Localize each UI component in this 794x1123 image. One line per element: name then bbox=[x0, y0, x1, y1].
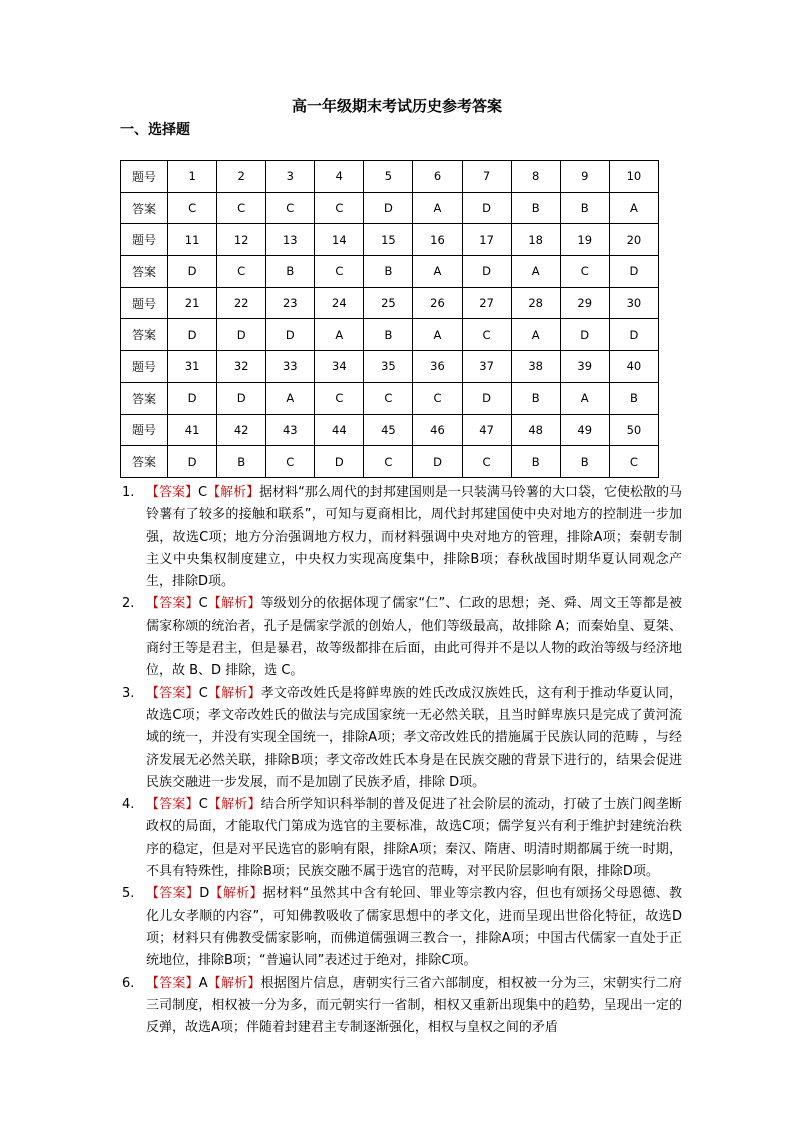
answer-cell: B bbox=[511, 446, 560, 478]
answer-cell: D bbox=[462, 256, 511, 288]
explanation-number: 2. bbox=[122, 596, 135, 612]
answer-cell: A bbox=[511, 319, 560, 351]
answer-cell: B bbox=[217, 446, 266, 478]
question-number-cell: 45 bbox=[364, 414, 413, 446]
answer-cell: B bbox=[609, 382, 658, 414]
question-number-cell: 16 bbox=[413, 224, 462, 256]
answer-cell: B bbox=[511, 192, 560, 224]
answer-cell: D bbox=[462, 382, 511, 414]
answer-cell: C bbox=[168, 192, 217, 224]
answer-tag: 【答案】 bbox=[146, 797, 199, 813]
row-label: 题号 bbox=[121, 351, 168, 383]
answer-row bbox=[121, 192, 659, 224]
answer-letter: C bbox=[198, 485, 208, 500]
answer-cell: C bbox=[266, 446, 315, 478]
question-number-cell: 43 bbox=[266, 414, 315, 446]
explanation-body bbox=[146, 794, 682, 883]
question-number-cell: 31 bbox=[168, 351, 217, 383]
answer-cell: B bbox=[364, 256, 413, 288]
answer-cell: D bbox=[168, 446, 217, 478]
question-number-cell: 37 bbox=[462, 351, 511, 383]
analysis-text: 等级划分的依据体现了儒家“仁”、仁政的思想；尧、舜、周文王等都是被儒家称颂的统治者，孔子是儒家学派的创始人，他们等级最高，故排除 A；而秦始皇、夏桀、商纣王等是君主，但是暴君，故等级都排在后面，由此可得并不是以人物的政治等级与经济地位，故 B、D 排除，选 C。 bbox=[146, 596, 682, 679]
section-title: 一、选择题 bbox=[120, 122, 190, 138]
question-number-cell: 44 bbox=[315, 414, 364, 446]
answer-cell: A bbox=[413, 192, 462, 224]
answer-cell: D bbox=[168, 319, 217, 351]
answer-cell: C bbox=[266, 192, 315, 224]
number-row bbox=[121, 161, 659, 193]
page-title: 高一年级期末考试历史参考答案 bbox=[291, 97, 502, 115]
answer-cell: C bbox=[315, 256, 364, 288]
answer-cell: D bbox=[462, 192, 511, 224]
analysis-text: 根据图片信息，唐朝实行三省六部制度，相权被一分为三，宋朝实行二府三司制度，相权被一分为多，而元朝实行一省制，相权又重新出现集中的趋势，呈现出一定的反弹，故选A项；伴随着封建君主专制逐渐强化，相权与皇权之间的矛盾 bbox=[146, 975, 682, 1036]
question-number-cell: 34 bbox=[315, 351, 364, 383]
answer-cell: D bbox=[413, 446, 462, 478]
question-number-cell: 17 bbox=[462, 224, 511, 256]
question-number-cell: 12 bbox=[217, 224, 266, 256]
explanation-item bbox=[122, 794, 682, 883]
answer-cell: C bbox=[364, 446, 413, 478]
question-number-cell: 42 bbox=[217, 414, 266, 446]
question-number-cell: 15 bbox=[364, 224, 413, 256]
answer-row bbox=[121, 256, 659, 288]
question-number-cell: 14 bbox=[315, 224, 364, 256]
answer-cell: C bbox=[462, 446, 511, 478]
question-number-cell: 22 bbox=[217, 287, 266, 319]
explanations bbox=[122, 482, 682, 1039]
question-number-cell: 6 bbox=[413, 161, 462, 193]
question-number-cell: 21 bbox=[168, 287, 217, 319]
row-label: 答案 bbox=[121, 446, 168, 478]
question-number-cell: 49 bbox=[560, 414, 609, 446]
question-number-cell: 8 bbox=[511, 161, 560, 193]
answer-cell: A bbox=[609, 192, 658, 224]
analysis-tag: 【解析】 bbox=[207, 485, 260, 500]
answer-cell: C bbox=[315, 192, 364, 224]
answer-cell: D bbox=[217, 319, 266, 351]
answer-cell: C bbox=[560, 256, 609, 288]
number-row bbox=[121, 414, 659, 446]
question-number-cell: 4 bbox=[315, 161, 364, 193]
question-number-cell: 32 bbox=[217, 351, 266, 383]
question-number-cell: 20 bbox=[609, 224, 658, 256]
answer-cell: C bbox=[413, 382, 462, 414]
analysis-text: 结合所学知识科举制的普及促进了社会阶层的流动，打破了士族门阀垄断政权的局面，才能取代门第成为选官的主要标准，故选C项；儒学复兴有利于维护封建统治秩序的稳定，但是对平民选官的影响有限，排除A项；秦汉、隋唐、明清时期都属于统一时期，不具有特殊性，排除B项；民族交融不属于选官的范畴，对平民阶层影响有限，排除D项。 bbox=[146, 797, 682, 880]
answer-row bbox=[121, 382, 659, 414]
answer-tag: 【答案】 bbox=[146, 596, 199, 612]
question-number-cell: 2 bbox=[217, 161, 266, 193]
analysis-text: 孝文帝改姓氏是将鲜卑族的姓氏改成汉族姓氏，这有利于推动华夏认同，故选C项；孝文帝改姓氏的做法与完成国家统一无必然关联，且当时鲜卑族只是完成了黄河流域的统一，并没有实现全国统一，排除A项；孝文帝改姓氏的措施属于民族认同的范畴 ，与经济发展无必然关联，排除B项；孝文帝改姓氏本身是在民族交融的背景下进行的，结果会促进民族交融进一步发展，而不是加剧了民族矛盾，排除 D项。 bbox=[146, 685, 682, 790]
answer-cell: B bbox=[266, 256, 315, 288]
question-number-cell: 38 bbox=[511, 351, 560, 383]
question-number-cell: 27 bbox=[462, 287, 511, 319]
question-number-cell: 24 bbox=[315, 287, 364, 319]
question-number-cell: 41 bbox=[168, 414, 217, 446]
answer-cell: C bbox=[364, 382, 413, 414]
explanation-item bbox=[122, 482, 682, 593]
question-number-cell: 40 bbox=[609, 351, 658, 383]
answer-row bbox=[121, 446, 659, 478]
question-number-cell: 47 bbox=[462, 414, 511, 446]
explanation-body bbox=[146, 883, 682, 972]
question-number-cell: 26 bbox=[413, 287, 462, 319]
question-number-cell: 39 bbox=[560, 351, 609, 383]
question-number-cell: 36 bbox=[413, 351, 462, 383]
answer-letter: C bbox=[198, 596, 208, 612]
answer-cell: C bbox=[609, 446, 658, 478]
answer-tag: 【答案】 bbox=[146, 975, 199, 991]
explanation-number: 6. bbox=[122, 975, 135, 991]
answer-letter: A bbox=[198, 975, 208, 991]
question-number-cell: 50 bbox=[609, 414, 658, 446]
answer-cell: D bbox=[168, 256, 217, 288]
explanation-number: 3. bbox=[122, 685, 135, 701]
question-number-cell: 29 bbox=[560, 287, 609, 319]
answer-cell: C bbox=[462, 319, 511, 351]
question-number-cell: 18 bbox=[511, 224, 560, 256]
analysis-tag: 【解析】 bbox=[207, 596, 261, 612]
row-label: 题号 bbox=[121, 161, 168, 193]
answer-cell: C bbox=[315, 382, 364, 414]
analysis-tag: 【解析】 bbox=[207, 975, 261, 991]
question-number-cell: 7 bbox=[462, 161, 511, 193]
answer-cell: D bbox=[609, 319, 658, 351]
analysis-tag: 【解析】 bbox=[207, 685, 261, 701]
answer-cell: A bbox=[266, 382, 315, 414]
explanation-number: 5. bbox=[122, 886, 135, 902]
answer-cell: D bbox=[217, 382, 266, 414]
number-row bbox=[121, 351, 659, 383]
explanation-body bbox=[146, 973, 682, 1040]
question-number-cell: 25 bbox=[364, 287, 413, 319]
question-number-cell: 23 bbox=[266, 287, 315, 319]
row-label: 答案 bbox=[121, 382, 168, 414]
row-label: 题号 bbox=[121, 287, 168, 319]
row-label: 答案 bbox=[121, 192, 168, 224]
row-label: 答案 bbox=[121, 319, 168, 351]
answer-letter: C bbox=[198, 797, 208, 813]
question-number-cell: 46 bbox=[413, 414, 462, 446]
answer-tag: 【答案】 bbox=[146, 685, 199, 701]
answer-cell: C bbox=[217, 192, 266, 224]
explanation-item bbox=[122, 683, 682, 794]
answer-cell: B bbox=[560, 192, 609, 224]
explanation-body bbox=[146, 482, 682, 593]
question-number-cell: 30 bbox=[609, 287, 658, 319]
answer-cell: B bbox=[560, 446, 609, 478]
explanation-item bbox=[122, 593, 682, 682]
explanation-item bbox=[122, 883, 682, 972]
answer-cell: D bbox=[315, 446, 364, 478]
analysis-tag: 【解析】 bbox=[209, 886, 263, 902]
answer-cell: A bbox=[413, 319, 462, 351]
explanation-number: 1. bbox=[122, 485, 135, 500]
answer-letter: C bbox=[198, 685, 208, 701]
answer-cell: B bbox=[511, 382, 560, 414]
question-number-cell: 1 bbox=[168, 161, 217, 193]
explanation-body bbox=[146, 683, 682, 794]
answer-cell: B bbox=[364, 319, 413, 351]
question-number-cell: 9 bbox=[560, 161, 609, 193]
row-label: 答案 bbox=[121, 256, 168, 288]
answer-cell: D bbox=[364, 192, 413, 224]
answer-cell: D bbox=[168, 382, 217, 414]
question-number-cell: 35 bbox=[364, 351, 413, 383]
answer-cell: D bbox=[266, 319, 315, 351]
explanation-body bbox=[146, 593, 682, 682]
question-number-cell: 48 bbox=[511, 414, 560, 446]
answer-cell: A bbox=[413, 256, 462, 288]
question-number-cell: 10 bbox=[609, 161, 658, 193]
answer-letter: D bbox=[199, 886, 210, 902]
explanation-item bbox=[122, 973, 682, 1040]
number-row bbox=[121, 224, 659, 256]
answer-row bbox=[121, 319, 659, 351]
answer-cell: D bbox=[560, 319, 609, 351]
row-label: 题号 bbox=[121, 224, 168, 256]
question-number-cell: 5 bbox=[364, 161, 413, 193]
answer-cell: A bbox=[511, 256, 560, 288]
analysis-text: 据材料“虽然其中含有轮回、罪业等宗教内容，但也有颂扬父母恩德、教化儿女孝顺的内容”，可知佛教吸收了儒家思想中的孝文化，进而呈现出世俗化特征，故选D项；材料只有佛教受儒家影响，而佛道儒强调三教合一，排除A项；中国古代儒家一直处于正统地位，排除B项；“普遍认同”表述过于绝对，排除C项。 bbox=[146, 886, 682, 969]
question-number-cell: 3 bbox=[266, 161, 315, 193]
answer-cell: A bbox=[560, 382, 609, 414]
question-number-cell: 33 bbox=[266, 351, 315, 383]
question-number-cell: 28 bbox=[511, 287, 560, 319]
number-row bbox=[121, 287, 659, 319]
analysis-tag: 【解析】 bbox=[207, 797, 261, 813]
analysis-text: 据材料“那么周代的封邦建国则是一只装满马铃薯的大口袋，它使松散的马铃薯有了较多的接触和联系”，可知与夏商相比，周代封邦建国使中央对地方的控制进一步加强，故选C项；地方分治强调地方权力，而材料强调中央对地方的管理，排除A项；秦朝专制主义中央集权制度建立，中央权力实现高度集中，排除B项；春秋战国时期华夏认同观念产生，排除D项。 bbox=[146, 485, 682, 590]
explanation-number: 4. bbox=[122, 797, 135, 813]
answer-tag: 【答案】 bbox=[146, 886, 200, 902]
answer-table bbox=[120, 160, 659, 478]
answer-cell: D bbox=[609, 256, 658, 288]
question-number-cell: 13 bbox=[266, 224, 315, 256]
answer-cell: C bbox=[217, 256, 266, 288]
answer-cell: A bbox=[315, 319, 364, 351]
question-number-cell: 19 bbox=[560, 224, 609, 256]
question-number-cell: 11 bbox=[168, 224, 217, 256]
answer-tag: 【答案】 bbox=[146, 485, 199, 500]
row-label: 题号 bbox=[121, 414, 168, 446]
